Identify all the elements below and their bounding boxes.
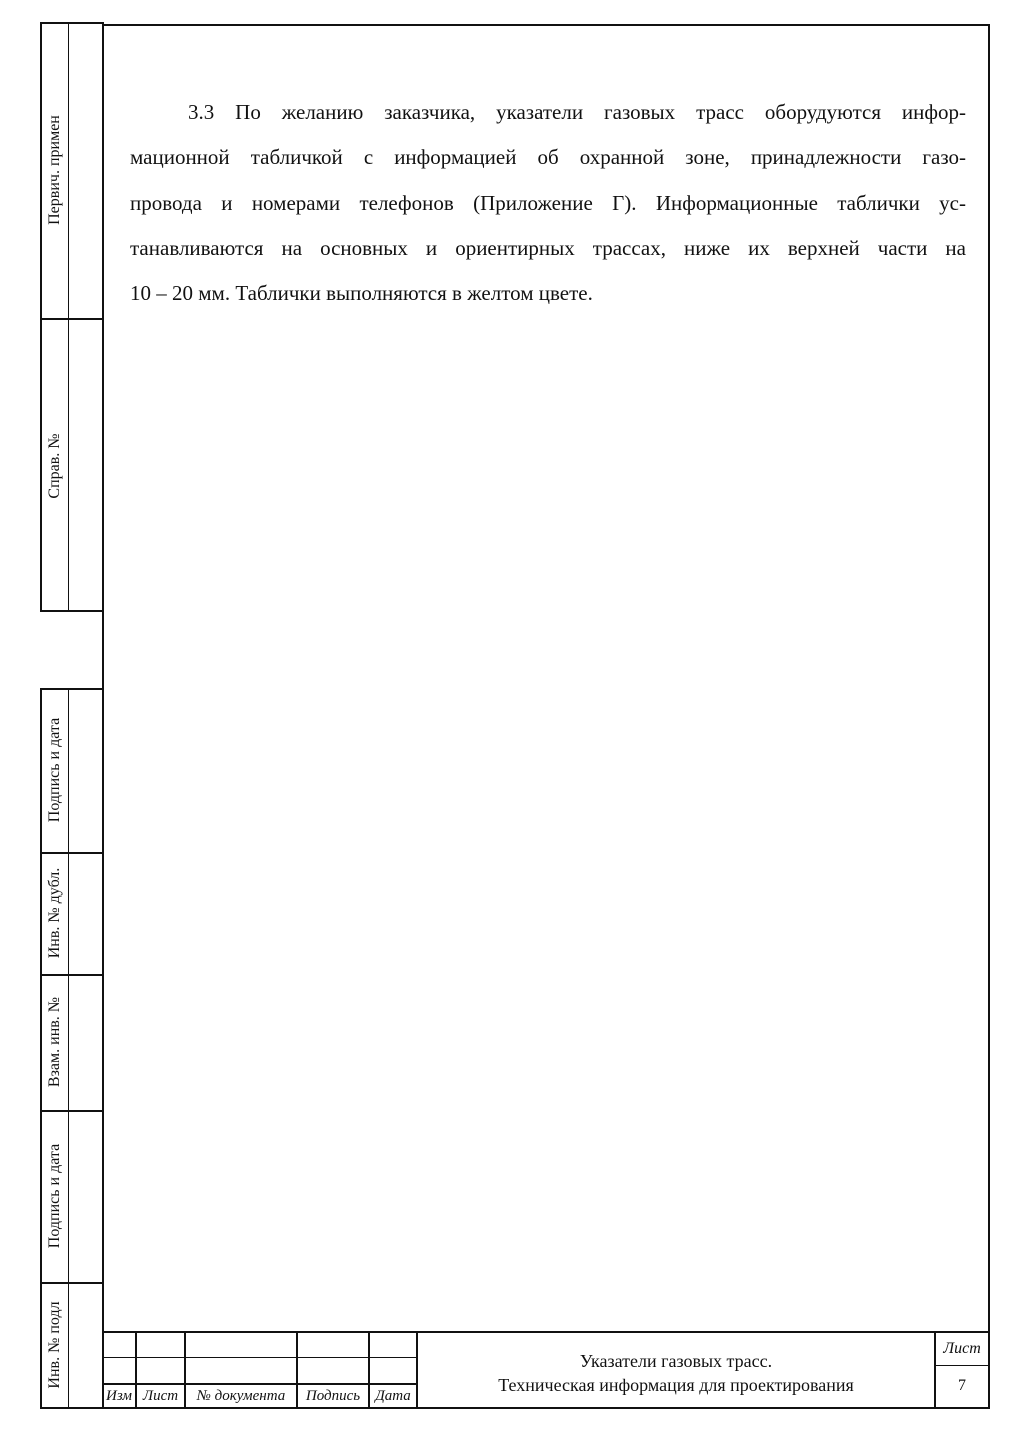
paragraph-3-3 <box>130 90 966 316</box>
side-stamp-top-edge <box>40 22 104 24</box>
sheet-number: 7 <box>958 1377 966 1394</box>
side-stamp-row-2 <box>40 974 104 976</box>
side-stamp-top-bottom <box>40 610 104 612</box>
side-label-sprav-no: Справ. № <box>46 433 63 499</box>
side-label-podpis-data-2: Подпись и дата <box>46 1143 63 1249</box>
document-title-line-2: Техническая информация для проектирования <box>498 1375 854 1395</box>
paragraph-line-2: мационной табличкой с информацией об охранной зоне, принадлежности газо- <box>130 145 966 170</box>
title-col-label-list: Лист <box>142 1388 179 1404</box>
title-col-label-podpis: Подпись <box>305 1388 361 1404</box>
side-label-inv-podl: Инв. № подл <box>46 1301 63 1389</box>
sheet-cell-divider <box>934 1365 988 1366</box>
paragraph-line-3: провода и номерами телефонов (Приложение Г). Информационные таблички ус- <box>130 190 966 215</box>
title-block-top-line <box>102 1331 988 1333</box>
side-stamp-bottom-left-border <box>40 688 42 1409</box>
side-stamp-bottom-line <box>40 1407 104 1409</box>
side-stamp-top-divider <box>68 22 69 612</box>
side-stamp-row-4 <box>40 1282 104 1284</box>
side-stamp-row-1 <box>40 852 104 854</box>
side-stamp-bottom-edge <box>40 688 104 690</box>
side-label-inv-dubl: Инв. № дубл. <box>46 867 63 959</box>
side-stamp-top-mid <box>40 318 104 320</box>
side-label-podpis-data-1: Подпись и дата <box>46 717 63 823</box>
side-stamp-bottom-divider <box>68 688 69 1409</box>
title-col-label-data: Дата <box>375 1388 411 1404</box>
title-col-label-doc-number: № документа <box>196 1388 286 1404</box>
sheet-label: Лист <box>943 1340 981 1357</box>
side-stamp-top-left-border <box>40 22 42 612</box>
paragraph-line-4: танавливаются на основных и ориентирных трассах, ниже их верхней части на <box>130 235 966 260</box>
paragraph-line-1: 3.3 По желанию заказчика, указатели газовых трасс оборудуются инфор- <box>188 100 966 124</box>
title-col-label-izm: Изм <box>106 1388 132 1404</box>
paragraph-line-5: 10 – 20 мм. Таблички выполняются в желтом цвете. <box>130 281 593 306</box>
document-title-line-1: Указатели газовых трасс. <box>579 1351 773 1371</box>
side-stamp-row-3 <box>40 1110 104 1112</box>
side-label-perv-primen: Первич. примен <box>46 115 63 225</box>
side-label-vzam-inv: Взам. инв. № <box>46 996 63 1088</box>
